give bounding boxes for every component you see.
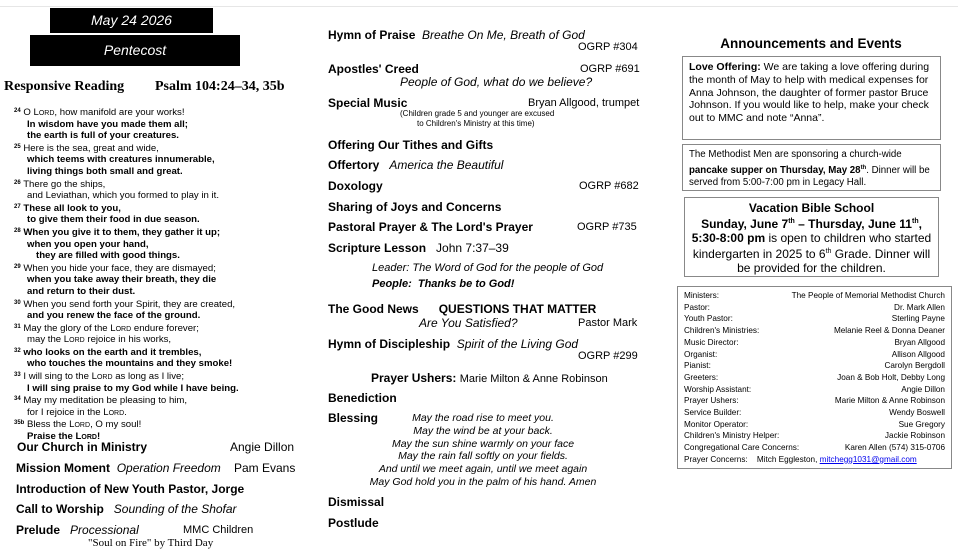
verse-number: 34 — [14, 396, 21, 403]
staff-role: Pianist: — [684, 361, 711, 371]
offertory: Offertory America the Beautiful — [328, 158, 504, 172]
psalm-line: to give them their food in due season. — [27, 214, 200, 226]
pancake-supper-box: The Methodist Men are sponsoring a church-wide pancake supper on Thursday, May 28th. Dinner will be served from 5:00-7:00 pm in Legacy Hall. — [682, 144, 941, 191]
staff-row — [684, 349, 945, 361]
psalm-line: living things both small and great. — [27, 165, 183, 177]
sharing-joys: Sharing of Joys and Concerns — [328, 200, 502, 214]
staff-role: Congregational Care Concerns: — [684, 443, 800, 453]
hymn-of-praise: Hymn of Praise Breathe On Me, Breath of God — [328, 28, 585, 42]
staff-role: Monitor Operator: — [684, 419, 749, 429]
staff-person: Carolyn Bergdoll — [884, 361, 945, 371]
psalm-line: $^{31}$ May the glory of the Lord endure forever; — [14, 322, 199, 334]
psalm-line: In wisdom have you made them all; — [27, 118, 188, 130]
psalm-line: $^{28}$ When you give it to them, they gather it up; — [14, 226, 221, 238]
psalm-line: $^{35b}$ Bless the Lord, O my soul! — [14, 419, 142, 431]
staff-person: Sue Gregory — [898, 419, 945, 429]
staff-person: Angie Dillon — [901, 384, 945, 394]
lord-smallcaps: Lord — [69, 419, 91, 431]
staff-row — [684, 302, 945, 314]
staff-directory — [677, 286, 952, 469]
verse-number: 31 — [14, 323, 21, 330]
lord-smallcaps: Lord — [103, 406, 125, 418]
love-offering-box — [682, 56, 941, 140]
staff-role: Organist: — [684, 349, 718, 359]
offering-title: Offering Our Tithes and Gifts — [328, 138, 494, 152]
lord-smallcaps: Lord — [91, 371, 113, 383]
psalm-line: $^{24}$ O Lord, how manifold are your works! — [14, 107, 185, 118]
blessing-line: May the rain fall softly on your fields. — [398, 450, 568, 463]
special-music-note-2: to Children's Ministry at this time) — [417, 119, 535, 128]
psalm-line: for I rejoice in the Lord. — [27, 406, 127, 418]
prelude-song: "Soul on Fire" by Third Day — [88, 537, 214, 549]
pastoral-prayer-ref: OGRP #735 — [577, 221, 637, 233]
scripture-leader: Leader: The Word of God for the people of God — [372, 262, 604, 274]
doxology-ref: OGRP #682 — [579, 180, 639, 192]
reading-title: Responsive Reading — [4, 79, 125, 94]
postlude: Postlude — [328, 516, 379, 530]
special-music: Special Music — [328, 96, 408, 110]
psalm-line: $^{25}$ Here is the sea, great and wide, — [14, 142, 159, 154]
staff-row — [684, 384, 945, 396]
verse-number: 35b — [14, 420, 25, 427]
staff-role: Service Builder: — [684, 408, 742, 418]
blessing-line: May God hold you in the palm of his hand. Amen — [369, 475, 597, 488]
staff-row — [684, 290, 945, 302]
staff-person: Wendy Boswell — [889, 408, 945, 418]
sermon-person: Pastor Mark — [578, 317, 638, 329]
verse-number: 25 — [14, 143, 21, 150]
staff-row — [684, 407, 945, 419]
staff-role: Children's Ministry Helper: — [684, 431, 780, 441]
mission-moment: Mission Moment Operation Freedom — [16, 461, 221, 475]
staff-person: Marie Milton & Anne Robinson — [834, 396, 945, 406]
psalm-line: $^{34}$ May my meditation be pleasing to him, — [14, 395, 188, 407]
vbs-dinner: be provided for the children. — [737, 261, 886, 275]
vbs-box — [684, 197, 939, 277]
prayer-ushers: Prayer Ushers: Marie Milton & Anne Robinson — [371, 371, 608, 385]
verse-number: 27 — [14, 203, 21, 210]
staff-person: Karen Allen (574) 315-0706 — [844, 443, 945, 453]
psalm-line: $^{32}$ who looks on the earth and it trembles, — [14, 346, 202, 358]
verse-number: 24 — [14, 108, 21, 114]
staff-row — [684, 337, 945, 349]
psalm-line: $^{29}$ When you hide your face, they are dismayed; — [14, 262, 216, 274]
pastoral-prayer: Pastoral Prayer & The Lord's Prayer — [328, 220, 533, 234]
vbs-time: 5:30-8:00 pm is open to children who started — [691, 231, 932, 245]
hymn-of-discipleship: Hymn of Discipleship Spirit of the Living God — [328, 337, 579, 351]
ministry-person: Angie Dillon — [230, 440, 295, 454]
hymn-of-praise-ref: OGRP #304 — [578, 41, 638, 53]
vbs-title: Vacation Bible School — [748, 201, 875, 215]
prelude: Prelude Processional — [16, 523, 139, 537]
psalm-line: they are filled with good things. — [36, 250, 180, 262]
prelude-person: MMC Children — [183, 524, 254, 536]
verse-number: 30 — [14, 299, 21, 306]
staff-row — [684, 419, 945, 431]
psalm-line: $^{33}$ I will sing to the Lord as long as I live; — [14, 371, 184, 383]
doxology: Doxology — [328, 179, 383, 193]
staff-role: Ministers: — [684, 291, 720, 300]
benediction: Benediction — [328, 391, 397, 405]
occasion-banner: Pentecost — [30, 35, 240, 66]
blessing-text — [358, 412, 608, 489]
staff-person: Sterling Payne — [891, 314, 945, 324]
staff-role: Children's Ministries: — [684, 326, 760, 336]
prayer-concerns-row: Prayer Concerns: Mitch Eggleston, mitchegg1031@gmail.com — [684, 454, 917, 464]
staff-row — [684, 430, 945, 442]
psalm-verses — [14, 106, 314, 443]
verse-number: 26 — [14, 179, 21, 186]
staff-person: Dr. Mark Allen — [894, 302, 945, 312]
staff-role: Greeters: — [684, 372, 719, 382]
top-divider — [0, 6, 958, 7]
staff-person: The People of Memorial Methodist Church — [791, 291, 945, 300]
psalm-line: when you open your hand, — [27, 238, 149, 250]
staff-person: Allison Allgood — [891, 349, 945, 359]
blessing-line: And until we meet again, until we meet again — [378, 463, 588, 476]
apostles-creed: Apostles' Creed — [328, 62, 419, 76]
psalm-line: and you renew the face of the ground. — [27, 310, 201, 322]
psalm-line: $^{30}$ When you send forth your Spirit, they are created, — [14, 298, 236, 310]
psalm-line: when you take away their breath, they die — [27, 274, 217, 286]
staff-row — [684, 395, 945, 407]
lord-smallcaps: Lord — [63, 334, 85, 346]
vbs-grades: kindergarten in 2025 to 6th Grade. Dinner will — [692, 247, 931, 261]
verse-number: 28 — [14, 227, 21, 234]
psalm-line: Praise the Lord! — [27, 431, 101, 443]
date-banner: May 24 2026 — [50, 8, 213, 33]
hymn-of-discipleship-ref: OGRP #299 — [578, 350, 638, 362]
mission-person: Pam Evans — [234, 461, 296, 475]
psalm-line: $^{26}$ There go the ships, — [14, 178, 106, 190]
psalm-line: and return to their dust. — [27, 285, 136, 297]
staff-role: Music Director: — [684, 337, 739, 347]
staff-person: Jackie Robinson — [884, 431, 945, 441]
verse-number: 29 — [14, 263, 21, 270]
blessing-line: May the sun shine warmly on your face — [391, 437, 575, 450]
staff-role: Worship Assistant: — [684, 384, 752, 394]
reading-psalm: Psalm 104:24–34, 35b — [155, 79, 285, 94]
sermon-subtitle: Are You Satisfied? — [419, 316, 518, 330]
staff-row — [684, 360, 945, 372]
dismissal: Dismissal — [328, 495, 385, 509]
blessing-title: Blessing — [328, 411, 379, 425]
staff-person: Melanie Reel & Donna Deaner — [833, 326, 945, 336]
scripture-lesson: Scripture Lesson John 7:37–39 — [328, 241, 509, 255]
staff-role: Pastor: — [684, 302, 710, 312]
vbs-dates: Sunday, June 7th – Thursday, June 11th, — [701, 217, 922, 231]
ministry-title: Our Church in Ministry — [17, 440, 148, 454]
scripture-people: People: Thanks be to God! — [372, 278, 515, 290]
special-music-note-1: (Children grade 5 and younger are excused — [400, 109, 555, 118]
verse-number: 33 — [14, 372, 21, 379]
lord-smallcaps: Lord — [33, 107, 55, 118]
apostles-creed-ref: OGRP #691 — [580, 63, 640, 75]
love-offering-text: We are taking a love offering during the month of May to help with medical expenses for Anna Johnson, the daughter of former pastor Bruce Johnson. If you would like to help, make your check out to MMC and note “Anna”. — [689, 61, 930, 125]
psalm-line: the earth is full of your creatures. — [27, 130, 179, 142]
staff-person: Bryan Allgood — [894, 337, 945, 347]
psalm-line: I will sing praise to my God while I have being. — [27, 382, 239, 394]
psalm-line: $^{27}$ These all look to you, — [14, 202, 121, 214]
love-offering-label: Love Offering: — [689, 61, 761, 73]
youth-pastor-intro: Introduction of New Youth Pastor, Jorge — [16, 482, 245, 496]
staff-person: Joan & Bob Holt, Debby Long — [837, 372, 945, 382]
apostles-creed-sub: People of God, what do we believe? — [400, 75, 593, 89]
prayer-concerns-email-link[interactable]: mitchegg1031@gmail.com — [819, 454, 917, 464]
announcements-title: Announcements and Events — [720, 36, 902, 51]
staff-row — [684, 325, 945, 337]
psalm-line: who touches the mountains and they smoke! — [27, 358, 233, 370]
staff-row — [684, 313, 945, 325]
psalm-line: and Leviathan, which you formed to play in it. — [27, 190, 219, 202]
psalm-line: may the Lord rejoice in his works, — [27, 334, 172, 346]
call-to-worship: Call to Worship Sounding of the Shofar — [16, 502, 237, 516]
staff-row — [684, 442, 945, 454]
lord-smallcaps: Lord — [110, 322, 132, 334]
verse-number: 32 — [14, 347, 21, 354]
psalm-line: which teems with creatures innumerable, — [27, 154, 215, 166]
good-news: The Good News QUESTIONS THAT MATTER — [328, 302, 597, 316]
staff-role: Youth Pastor: — [684, 314, 733, 324]
blessing-line: May the road rise to meet you. — [412, 412, 554, 424]
staff-row — [684, 372, 945, 384]
staff-role: Prayer Ushers: — [684, 396, 739, 406]
blessing-line: May the wind be at your back. — [413, 424, 553, 437]
lord-smallcaps: Lord — [75, 431, 97, 443]
special-music-person: Bryan Allgood, trumpet — [528, 97, 640, 109]
